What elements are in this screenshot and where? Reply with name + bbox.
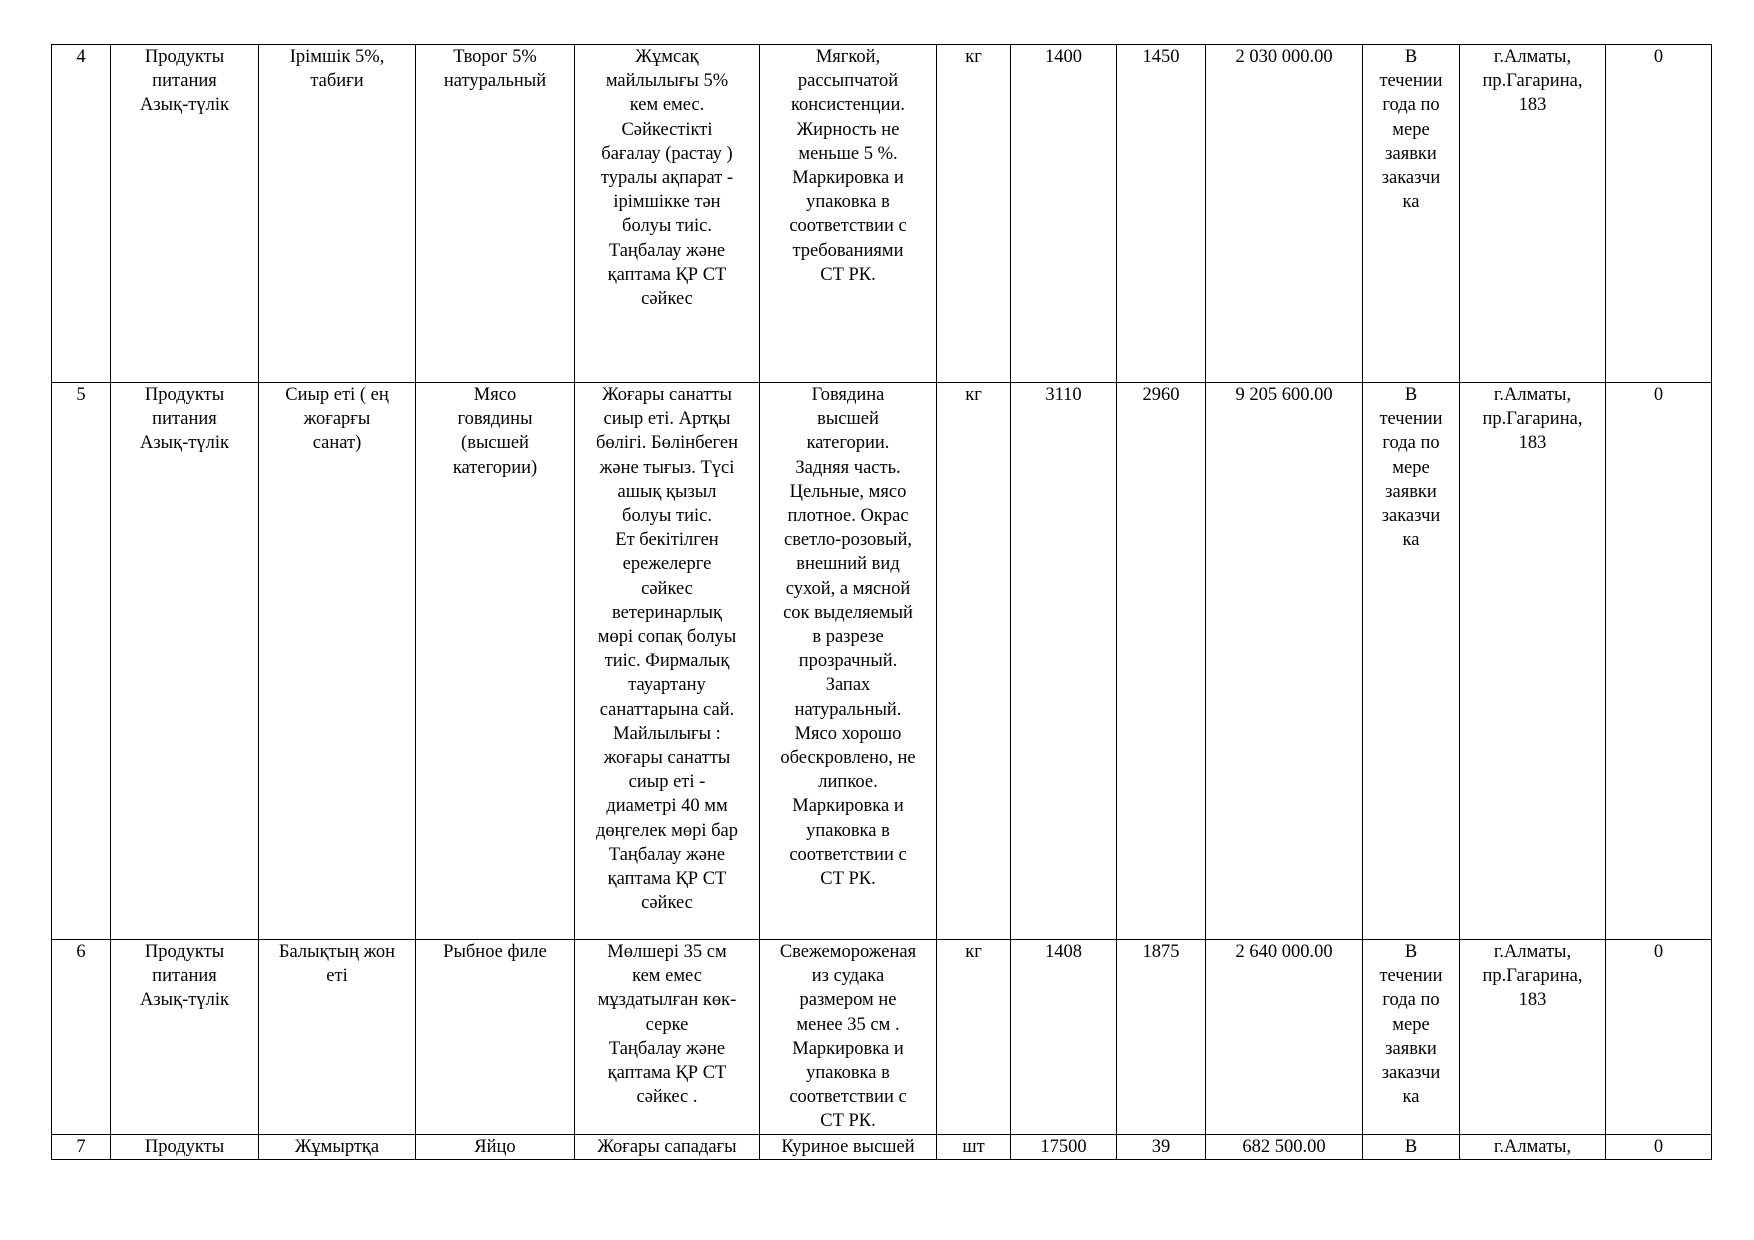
name-ru-cell: [416, 1134, 575, 1159]
cell-line: категории.: [806, 433, 890, 454]
cell-line: В: [1404, 385, 1418, 405]
cell-line: внешний вид: [796, 554, 900, 575]
cell-line: течении: [1379, 966, 1443, 987]
cell-line: табиғи: [310, 71, 364, 92]
cell-line: Яйцо: [474, 1136, 516, 1157]
cell-line: 183: [1518, 95, 1547, 116]
description-kz-cell: [575, 940, 760, 1135]
advance-cell: [1606, 940, 1712, 1135]
quantity-cell: [1011, 383, 1117, 940]
cell-line: соответствии с: [789, 1087, 907, 1108]
cell-line: Таңбалау және: [608, 844, 726, 865]
cell-line: Жұмыртқа: [294, 1136, 380, 1157]
cell-line: Куриное высшей: [781, 1136, 915, 1157]
cell-line: СТ РК.: [820, 264, 876, 285]
cell-line: В: [1404, 942, 1418, 962]
cell-text: 0: [1653, 1136, 1664, 1157]
cell-line: ашық қызыл: [617, 481, 717, 502]
cell-line: менее 35 см .: [796, 1014, 900, 1035]
cell-line: в разрезе: [812, 627, 884, 648]
cell-line: липкое.: [818, 772, 878, 793]
price-cell: [1117, 45, 1206, 383]
cell-text: 4: [76, 47, 86, 67]
cell-line: Свежемороженая: [779, 942, 917, 962]
description-kz-cell: [575, 45, 760, 383]
cell-line: мере: [1392, 119, 1430, 140]
cell-line: Рыбное филе: [443, 942, 547, 962]
cell-line: г.Алматы,: [1493, 47, 1572, 67]
cell-line: светло-розовый,: [784, 530, 912, 551]
cell-line: года по: [1382, 95, 1440, 116]
cell-line: мере: [1392, 1014, 1430, 1035]
cell-line: ка: [1402, 530, 1420, 551]
cell-line: рассыпчатой: [797, 71, 899, 92]
cell-line: размером не: [799, 990, 897, 1011]
cell-line: заявки: [1385, 1038, 1437, 1059]
category-cell: [111, 45, 259, 383]
cell-line: Сиыр еті ( ең: [285, 385, 389, 405]
cell-line: мере: [1392, 457, 1430, 478]
cell-text: 1875: [1142, 942, 1180, 962]
cell-line: Мясо хорошо: [794, 723, 902, 744]
advance-cell: [1606, 1134, 1712, 1159]
cell-line: Ірімшік 5%,: [289, 47, 385, 67]
sum-cell: [1206, 45, 1363, 383]
cell-line: сәйкес .: [636, 1087, 698, 1108]
cell-line: В: [1404, 47, 1418, 67]
price-cell: [1117, 1134, 1206, 1159]
cell-line: Продукты: [144, 385, 225, 405]
cell-line: ка: [1402, 192, 1420, 213]
cell-line: В: [1404, 1136, 1418, 1157]
name-ru-cell: [416, 45, 575, 383]
cell-line: болуы тиіс.: [622, 216, 712, 237]
cell-line: натуральный.: [794, 699, 902, 720]
cell-line: майлылығы 5%: [605, 71, 729, 92]
delivery-term-cell: [1363, 383, 1460, 940]
cell-line: қаптама ҚР СТ: [607, 264, 727, 285]
cell-line: упаковка в: [806, 192, 890, 213]
cell-text: 2 640 000.00: [1235, 942, 1333, 962]
unit-cell: [937, 383, 1011, 940]
delivery-term-cell: [1363, 940, 1460, 1135]
cell-line: высшей: [817, 409, 879, 430]
cell-line: Жұмсақ: [635, 47, 699, 67]
cell-line: тиіс. Фирмалық: [604, 651, 730, 672]
name-ru-cell: [416, 383, 575, 940]
name-kz-cell: [259, 383, 416, 940]
cell-line: заказчи: [1381, 168, 1441, 189]
cell-line: Ет бекітілген: [615, 530, 719, 551]
cell-text: кг: [965, 47, 982, 67]
cell-line: Маркировка и: [792, 796, 904, 817]
cell-line: мұздатылған көк-: [597, 990, 737, 1011]
cell-line: пр.Гагарина,: [1482, 966, 1583, 987]
cell-line: бөлігі. Бөлінбеген: [596, 433, 738, 454]
delivery-place-cell: [1460, 383, 1606, 940]
cell-text: кг: [965, 385, 982, 405]
cell-line: бағалау (растау ): [601, 143, 733, 164]
cell-line: жоғарғы: [303, 409, 371, 430]
name-kz-cell: [259, 940, 416, 1135]
table-row: [52, 383, 1712, 940]
cell-line: Маркировка и: [792, 168, 904, 189]
cell-line: течении: [1379, 71, 1443, 92]
sum-cell: [1206, 940, 1363, 1135]
cell-line: диаметрі 40 мм: [606, 796, 728, 817]
cell-line: Азық-түлік: [140, 433, 229, 454]
cell-line: соответствии с: [789, 844, 907, 865]
price-cell: [1117, 940, 1206, 1135]
row-number-cell: [52, 940, 111, 1135]
cell-line: г.Алматы,: [1493, 942, 1572, 962]
cell-line: болуы тиіс.: [622, 506, 712, 527]
cell-line: сәйкес: [641, 578, 693, 599]
table-row: [52, 45, 1712, 383]
cell-line: года по: [1382, 433, 1440, 454]
cell-line: 183: [1518, 433, 1547, 454]
cell-line: сиыр еті. Артқы: [603, 409, 731, 430]
delivery-place-cell: [1460, 940, 1606, 1135]
cell-line: дөңгелек мөрі бар: [595, 820, 739, 841]
cell-text: шт: [962, 1136, 985, 1157]
cell-line: упаковка в: [806, 820, 890, 841]
cell-line: қаптама ҚР СТ: [607, 869, 727, 890]
cell-line: Таңбалау және: [608, 1038, 726, 1059]
cell-line: Майлылығы :: [613, 723, 721, 744]
cell-line: Жирность не: [796, 119, 900, 140]
cell-line: плотное. Окрас: [787, 506, 909, 527]
cell-line: сәйкес: [641, 893, 693, 914]
cell-line: заявки: [1385, 143, 1437, 164]
cell-line: жоғары санатты: [603, 748, 731, 769]
row-number-cell: [52, 1134, 111, 1159]
sum-cell: [1206, 1134, 1363, 1159]
cell-text: 3110: [1045, 385, 1082, 405]
cell-line: из судака: [811, 966, 885, 987]
cell-line: кем емес: [632, 966, 702, 987]
cell-line: еті: [326, 966, 348, 987]
cell-line: Жоғары сападағы: [597, 1136, 737, 1157]
name-kz-cell: [259, 1134, 416, 1159]
cell-text: 1400: [1045, 47, 1082, 67]
cell-line: Задняя часть.: [795, 457, 901, 478]
delivery-term-cell: [1363, 45, 1460, 383]
quantity-cell: [1011, 45, 1117, 383]
cell-line: ірімшікке тән: [613, 192, 721, 213]
cell-line: Жоғары санатты: [602, 385, 732, 405]
cell-line: ка: [1402, 1087, 1420, 1108]
cell-line: Маркировка и: [792, 1038, 904, 1059]
cell-line: Продукты: [144, 1136, 225, 1157]
cell-line: Сәйкестікті: [621, 119, 713, 140]
cell-line: упаковка в: [806, 1063, 890, 1084]
cell-text: 1408: [1045, 942, 1082, 962]
cell-line: Запах: [825, 675, 871, 696]
cell-line: Мөлшері 35 см: [607, 942, 727, 962]
unit-cell: [937, 45, 1011, 383]
cell-line: говядины: [457, 409, 533, 430]
cell-line: сиыр еті -: [628, 772, 706, 793]
procurement-table: [51, 44, 1712, 1160]
sum-cell: [1206, 383, 1363, 940]
table-row: [52, 940, 1712, 1135]
cell-text: 9 205 600.00: [1235, 385, 1333, 405]
cell-line: Продукты: [144, 47, 225, 67]
cell-line: санат): [312, 433, 362, 454]
row-number-cell: [52, 383, 111, 940]
cell-line: серке: [645, 1014, 689, 1035]
cell-text: 0: [1653, 385, 1664, 405]
cell-line: сок выделяемый: [783, 602, 913, 623]
cell-line: питания: [152, 966, 217, 987]
cell-line: Продукты: [144, 942, 225, 962]
cell-text: 682 500.00: [1242, 1136, 1326, 1157]
cell-line: және тығыз. Түсі: [599, 457, 735, 478]
cell-line: Мягкой,: [815, 47, 881, 67]
category-cell: [111, 940, 259, 1135]
price-cell: [1117, 383, 1206, 940]
cell-line: меньше 5 %.: [798, 143, 898, 164]
cell-line: Говядина: [811, 385, 885, 405]
table-row: [52, 1134, 1712, 1159]
row-number-cell: [52, 45, 111, 383]
quantity-cell: [1011, 940, 1117, 1135]
cell-text: 5: [76, 385, 86, 405]
cell-line: питания: [152, 71, 217, 92]
cell-line: СТ РК.: [820, 1111, 876, 1132]
cell-text: 0: [1653, 47, 1664, 67]
cell-line: 183: [1518, 990, 1547, 1011]
cell-line: Цельные, мясо: [789, 481, 907, 502]
cell-line: питания: [152, 409, 217, 430]
cell-text: 6: [76, 942, 86, 962]
cell-line: Азық-түлік: [140, 990, 229, 1011]
delivery-place-cell: [1460, 45, 1606, 383]
cell-line: қаптама ҚР СТ: [607, 1063, 727, 1084]
cell-text: 1450: [1142, 47, 1180, 67]
cell-line: натуральный: [443, 71, 547, 92]
cell-line: сухой, а мясной: [785, 578, 911, 599]
cell-text: 39: [1151, 1136, 1171, 1157]
cell-line: заказчи: [1381, 1063, 1441, 1084]
cell-line: требованиями: [792, 240, 904, 261]
cell-line: категории): [452, 457, 538, 478]
cell-line: г.Алматы,: [1493, 385, 1572, 405]
cell-line: туралы ақпарат -: [600, 168, 734, 189]
cell-line: соответствии с: [789, 216, 907, 237]
cell-line: г.Алматы,: [1493, 1136, 1572, 1157]
cell-text: 7: [76, 1136, 86, 1157]
description-ru-cell: [760, 383, 937, 940]
cell-line: тауартану: [628, 675, 706, 696]
cell-line: пр.Гагарина,: [1482, 409, 1583, 430]
name-kz-cell: [259, 45, 416, 383]
quantity-cell: [1011, 1134, 1117, 1159]
cell-text: 17500: [1040, 1136, 1087, 1157]
cell-text: кг: [965, 942, 982, 962]
category-cell: [111, 1134, 259, 1159]
cell-line: СТ РК.: [820, 869, 876, 890]
cell-line: Мясо: [473, 385, 517, 405]
cell-text: 2960: [1142, 385, 1180, 405]
cell-line: прозрачный.: [798, 651, 898, 672]
cell-line: заказчи: [1381, 506, 1441, 527]
category-cell: [111, 383, 259, 940]
cell-line: санаттарына сай.: [599, 699, 735, 720]
advance-cell: [1606, 383, 1712, 940]
cell-line: заявки: [1385, 481, 1437, 502]
unit-cell: [937, 1134, 1011, 1159]
cell-line: ветеринарлық: [611, 602, 723, 623]
name-ru-cell: [416, 940, 575, 1135]
cell-line: кем емес.: [629, 95, 705, 116]
cell-line: мөрі сопақ болуы: [597, 627, 737, 648]
cell-line: консистенции.: [790, 95, 906, 116]
cell-line: пр.Гагарина,: [1482, 71, 1583, 92]
cell-line: обескровлено, не: [780, 748, 916, 769]
cell-line: ережелерге: [622, 554, 712, 575]
delivery-place-cell: [1460, 1134, 1606, 1159]
description-ru-cell: [760, 45, 937, 383]
description-ru-cell: [760, 1134, 937, 1159]
cell-line: Творог 5%: [453, 47, 537, 67]
cell-line: течении: [1379, 409, 1443, 430]
description-kz-cell: [575, 383, 760, 940]
cell-text: 0: [1653, 942, 1664, 962]
cell-text: 2 030 000.00: [1235, 47, 1333, 67]
description-kz-cell: [575, 1134, 760, 1159]
advance-cell: [1606, 45, 1712, 383]
cell-line: Балықтың жон: [278, 942, 396, 962]
description-ru-cell: [760, 940, 937, 1135]
cell-line: года по: [1382, 990, 1440, 1011]
cell-line: Таңбалау және: [608, 240, 726, 261]
unit-cell: [937, 940, 1011, 1135]
cell-line: (высшей: [461, 433, 529, 454]
cell-line: Азық-түлік: [140, 95, 229, 116]
cell-line: сәйкес: [641, 289, 693, 310]
delivery-term-cell: [1363, 1134, 1460, 1159]
